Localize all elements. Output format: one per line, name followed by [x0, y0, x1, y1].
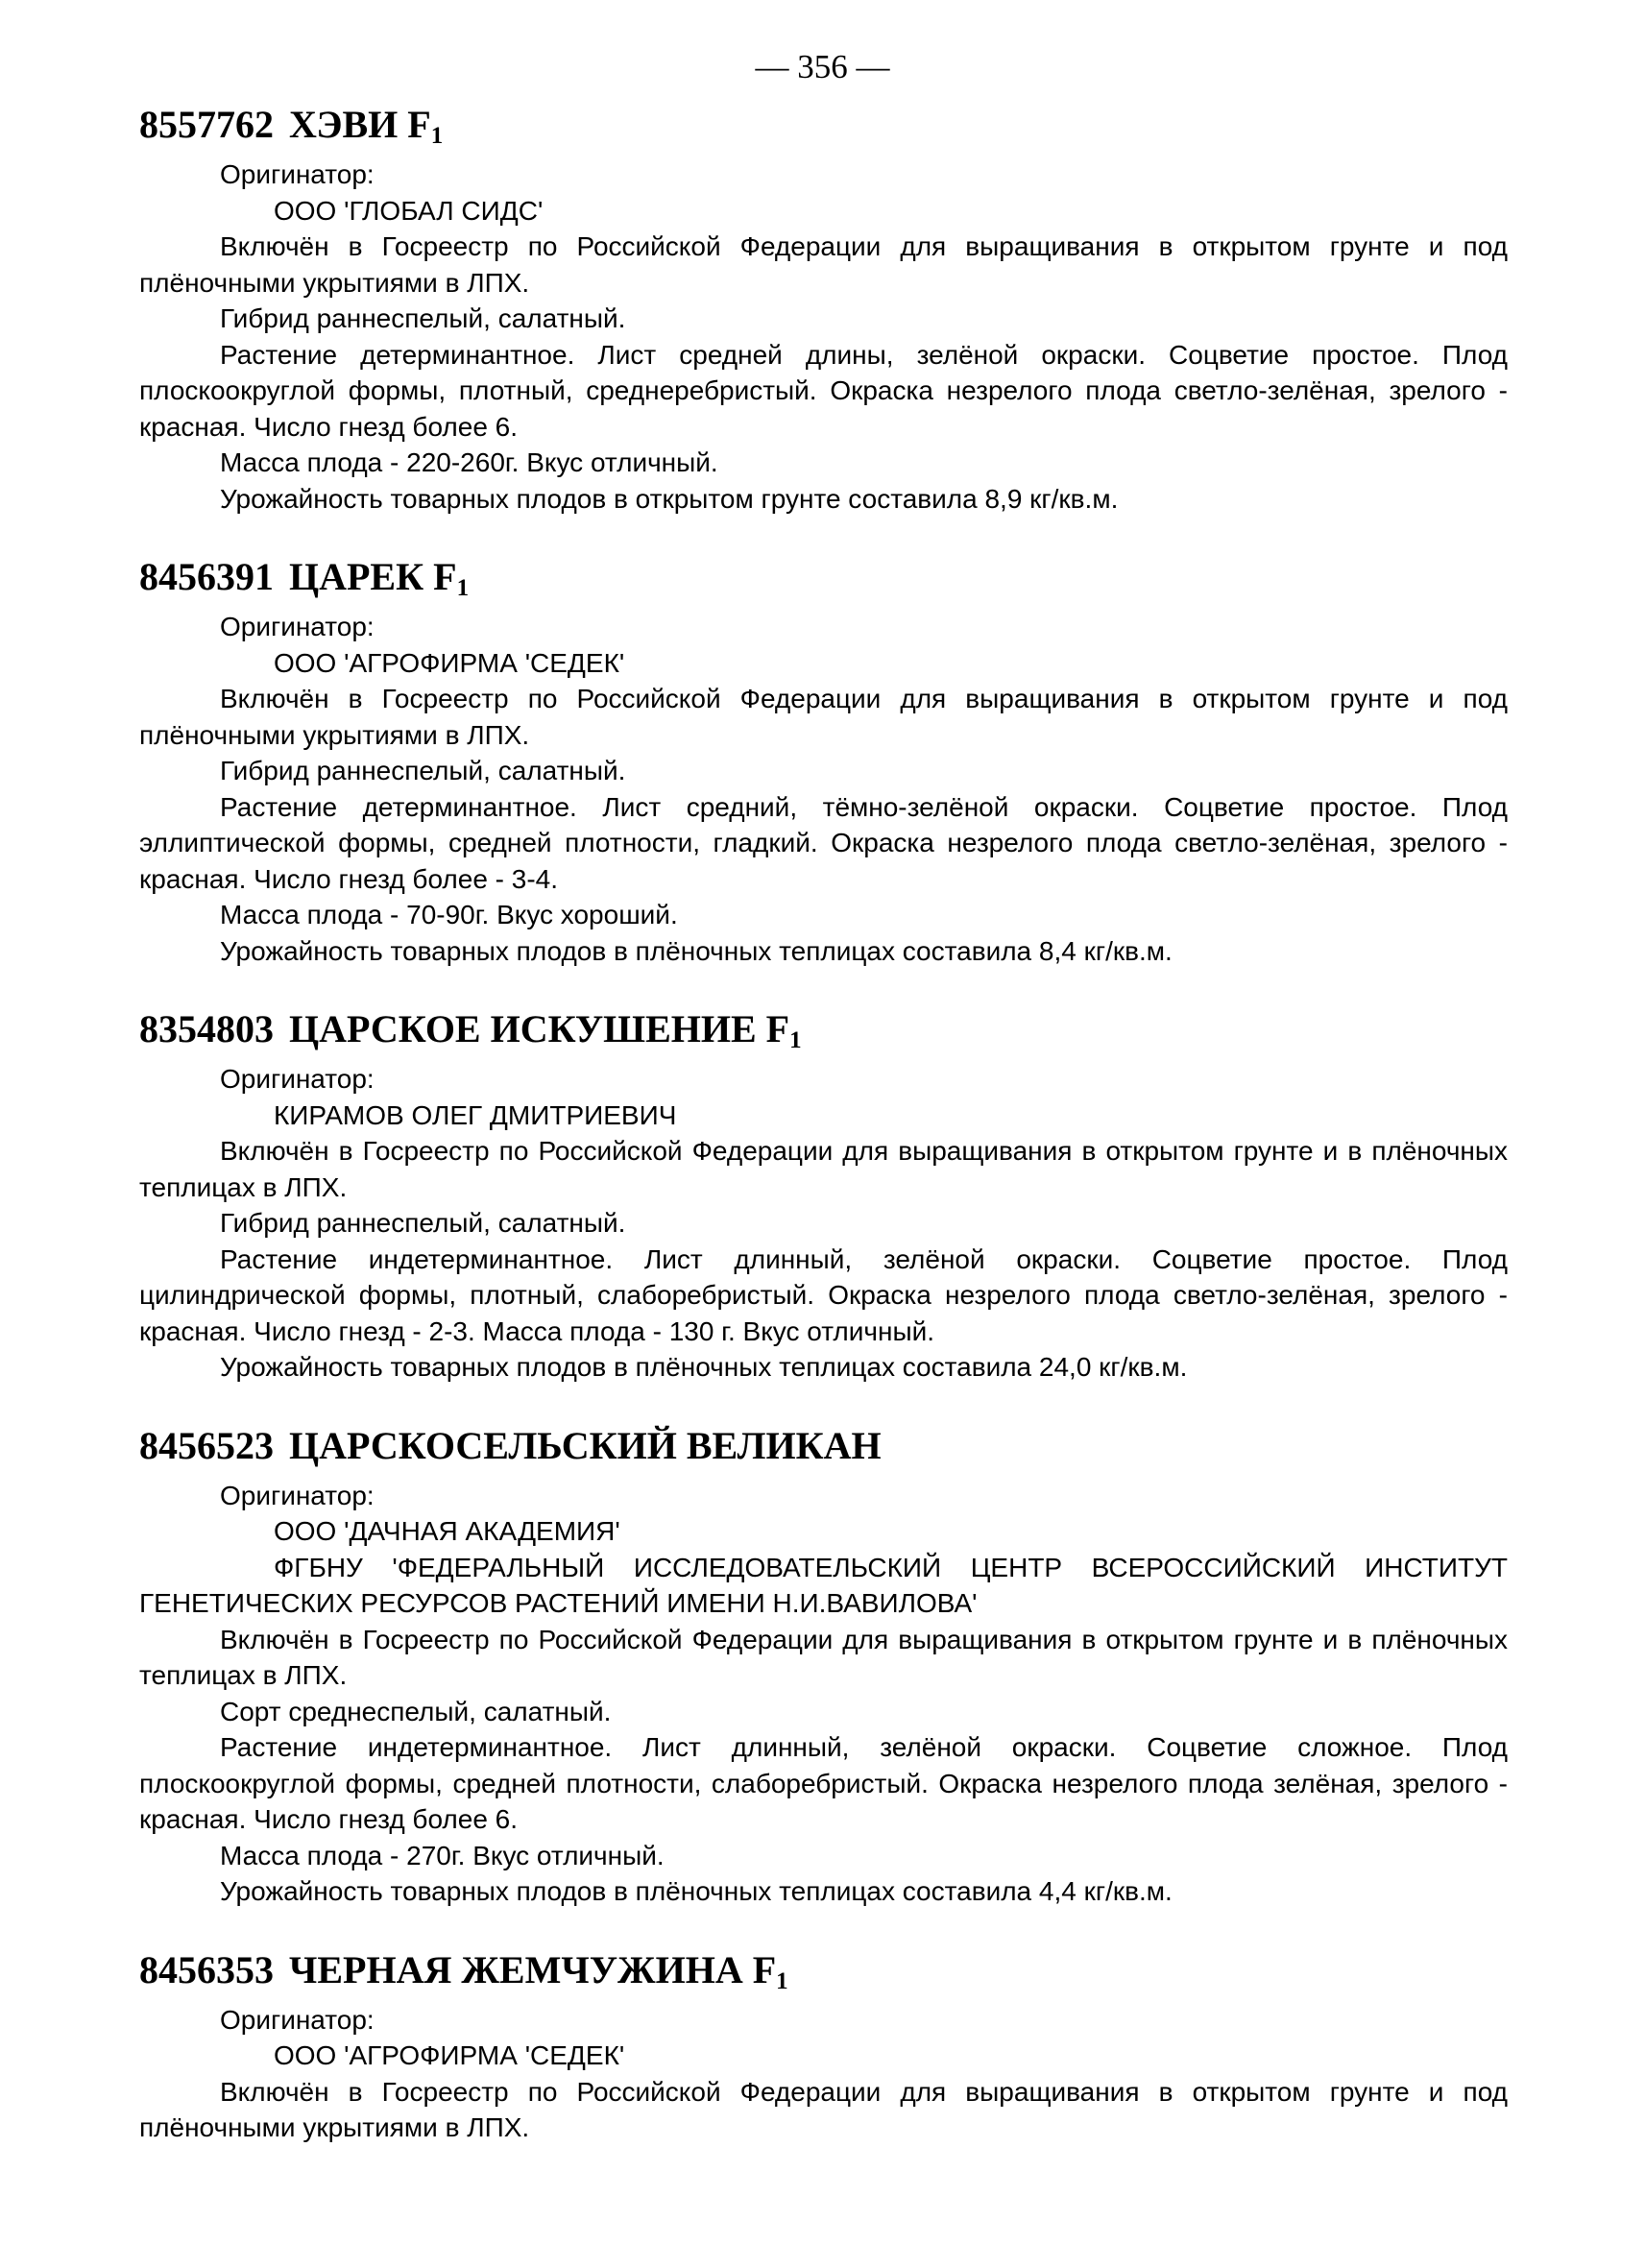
registry-code: 8456353	[139, 1947, 274, 1991]
ripening-type: Гибрид раннеспелый, салатный.	[220, 1208, 626, 1238]
registry-code: 8456523	[139, 1423, 274, 1467]
ripening-type: Гибрид раннеспелый, салатный.	[220, 303, 626, 333]
hybrid-subscript: 1	[430, 123, 444, 149]
variety-name: ЦАРЕК F	[289, 555, 457, 598]
plant-description: Растение индетерминантное. Лист длинный, зелёной окраски. Соцветие сложное. Плод плоскоокруглой формы, средней плотности, слаборебристый. Окраска незрелого плода зелёная, зрелого - красная. Число гнезд более 6.	[139, 1732, 1508, 1834]
hybrid-subscript: 1	[456, 575, 470, 601]
entry-heading	[139, 553, 1508, 601]
variety-entry	[139, 1422, 1508, 1910]
originator-label: Оригинатор:	[220, 159, 375, 189]
registry-inclusion: Включён в Госреестр по Российской Федерации для выращивания в открытом грунте и в плёночных теплицах в ЛПХ.	[139, 1624, 1508, 1690]
fruit-mass: Масса плода - 270г. Вкус отличный.	[220, 1840, 665, 1870]
registry-code: 8456391	[139, 555, 274, 598]
variety-entry	[139, 1005, 1508, 1386]
variety-name: ЦАРСКОЕ ИСКУШЕНИЕ F	[289, 1007, 790, 1050]
variety-name: ЦАРСКОСЕЛЬСКИЙ ВЕЛИКАН	[289, 1423, 882, 1467]
originator-name: ООО 'ДАЧНАЯ АКАДЕМИЯ'	[274, 1516, 620, 1546]
variety-entry	[139, 1946, 1508, 2146]
entry-heading	[139, 101, 1508, 149]
originator-label: Оригинатор:	[220, 1064, 375, 1094]
variety-entry	[139, 553, 1508, 969]
entry-heading	[139, 1946, 1508, 1994]
originator-name: ООО 'АГРОФИРМА 'СЕДЕК'	[274, 2040, 625, 2070]
plant-description: Растение детерминантное. Лист средней длины, зелёной окраски. Соцветие простое. Плод плоскоокруглой формы, плотный, среднеребристый. Окраска незрелого плода светло-зелёная, зрелого - красная. Число гнезд более 6.	[139, 339, 1508, 442]
registry-inclusion: Включён в Госреестр по Российской Федерации для выращивания в открытом грунте и под плёночными укрытиями в ЛПХ.	[139, 2076, 1508, 2142]
plant-description: Растение детерминантное. Лист средний, тёмно-зелёной окраски. Соцветие простое. Плод эллиптической формы, средней плотности, гладкий. Окраска незрелого плода светло-зелёная, зрелого - красная. Число гнезд более - 3-4.	[139, 791, 1508, 894]
yield: Урожайность товарных плодов в плёночных теплицах составила 4,4 кг/кв.м.	[220, 1876, 1173, 1906]
fruit-mass: Масса плода - 220-260г. Вкус отличный.	[220, 447, 718, 477]
originator-name: ООО 'АГРОФИРМА 'СЕДЕК'	[274, 647, 625, 678]
variety-entry	[139, 101, 1508, 517]
yield: Урожайность товарных плодов в плёночных теплицах составила 8,4 кг/кв.м.	[220, 935, 1173, 966]
entry-heading	[139, 1422, 1508, 1470]
registry-inclusion: Включён в Госреестр по Российской Федерации для выращивания в открытом грунте и под плёночными укрытиями в ЛПХ.	[139, 684, 1508, 750]
variety-name: ХЭВИ F	[289, 103, 431, 146]
ripening-type: Сорт среднеспелый, салатный.	[220, 1696, 612, 1726]
yield: Урожайность товарных плодов в открытом грунте составила 8,9 кг/кв.м.	[220, 483, 1119, 514]
hybrid-subscript: 1	[776, 1967, 788, 1994]
originator-label: Оригинатор:	[220, 1480, 375, 1510]
fruit-mass: Масса плода - 70-90г. Вкус хороший.	[220, 900, 678, 929]
ripening-type: Гибрид раннеспелый, салатный.	[220, 756, 626, 785]
registry-inclusion: Включён в Госреестр по Российской Федерации для выращивания в открытом грунте и в плёночных теплицах в ЛПХ.	[139, 1136, 1508, 1202]
registry-code: 8354803	[139, 1007, 274, 1050]
entry-heading	[139, 1005, 1508, 1053]
originator-name: ФГБНУ 'ФЕДЕРАЛЬНЫЙ ИССЛЕДОВАТЕЛЬСКИЙ ЦЕНТР ВСЕРОССИЙСКИЙ ИНСТИТУТ ГЕНЕТИЧЕСКИХ РЕСУРСОВ РАСТЕНИЙ ИМЕНИ Н.И.ВАВИЛОВА'	[139, 1552, 1508, 1618]
yield: Урожайность товарных плодов в плёночных теплицах составила 24,0 кг/кв.м.	[220, 1352, 1188, 1382]
originator-label: Оригинатор:	[220, 612, 375, 641]
registry-code: 8557762	[139, 103, 274, 146]
plant-description: Растение индетерминантное. Лист длинный, зелёной окраски. Соцветие простое. Плод цилиндрической формы, плотный, слаборебристый. Окраска незрелого плода светло-зелёная, зрелого - красная. Число гнезд - 2-3. Масса плода - 130 г. Вкус отличный.	[139, 1243, 1508, 1346]
registry-inclusion: Включён в Госреестр по Российской Федерации для выращивания в открытом грунте и под плёночными укрытиями в ЛПХ.	[139, 231, 1508, 298]
page-number: — 356 —	[755, 48, 890, 85]
variety-name: ЧЕРНАЯ ЖЕМЧУЖИНА F	[289, 1947, 777, 1991]
hybrid-subscript: 1	[789, 1027, 802, 1053]
document-body	[139, 101, 1508, 2183]
originator-name: ООО 'ГЛОБАЛ СИДС'	[274, 195, 544, 226]
originator-name: КИРАМОВ ОЛЕГ ДМИТРИЕВИЧ	[274, 1099, 677, 1130]
originator-label: Оригинатор:	[220, 2004, 375, 2035]
